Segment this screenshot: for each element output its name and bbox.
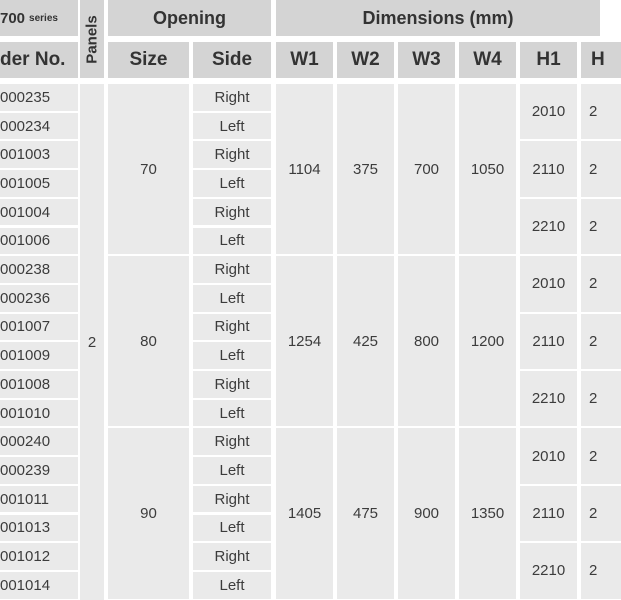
order-number-cell: 001014	[0, 572, 78, 599]
order-number-cell: 000234	[0, 113, 78, 140]
h1-cell: 2210	[520, 543, 577, 598]
series-header	[0, 0, 78, 36]
h2-partial-cell: 2	[581, 256, 621, 311]
h1-cell: 2110	[520, 314, 577, 369]
order-number-cell: 000239	[0, 457, 78, 484]
h2-partial-cell: 2	[581, 199, 621, 254]
side-cell: Right	[193, 141, 271, 168]
h1-cell: 2010	[520, 84, 577, 139]
w1-cell: 1104	[276, 84, 333, 254]
h1-cell: 2110	[520, 486, 577, 541]
h2-partial-cell: 2	[581, 371, 621, 426]
side-cell: Right	[193, 84, 271, 111]
side-cell: Left	[193, 285, 271, 312]
order-no-header: der No.	[0, 42, 78, 78]
side-cell: Left	[193, 228, 271, 255]
w1-cell: 1254	[276, 256, 333, 426]
w2-cell: 375	[337, 84, 394, 254]
side-cell: Left	[193, 170, 271, 197]
w1-header: W1	[276, 42, 333, 78]
side-cell: Left	[193, 342, 271, 369]
order-number-cell: 000236	[0, 285, 78, 312]
order-number-cell: 001003	[0, 141, 78, 168]
order-number-cell: 001004	[0, 199, 78, 226]
order-number-cell: 000240	[0, 428, 78, 455]
w2-header: W2	[337, 42, 394, 78]
side-cell: Right	[193, 428, 271, 455]
side-cell: Right	[193, 543, 271, 570]
side-cell: Left	[193, 515, 271, 542]
side-cell: Right	[193, 371, 271, 398]
order-number-cell: 001006	[0, 228, 78, 255]
w1-cell: 1405	[276, 428, 333, 598]
h1-cell: 2010	[520, 256, 577, 311]
size-header: Size	[108, 42, 189, 78]
side-cell: Right	[193, 486, 271, 513]
series-label: 700	[0, 9, 26, 27]
dimensions-header: Dimensions (mm)	[276, 0, 600, 36]
order-number-cell: 001007	[0, 314, 78, 341]
opening-header: Opening	[108, 0, 271, 36]
h1-cell: 2210	[520, 371, 577, 426]
side-cell: Right	[193, 256, 271, 283]
order-number-cell: 001011	[0, 486, 78, 513]
h1-header: H1	[520, 42, 577, 78]
h2-partial-cell: 2	[581, 428, 621, 483]
w3-cell: 900	[398, 428, 455, 598]
panels-label: Panels	[83, 14, 101, 64]
w4-cell: 1050	[459, 84, 516, 254]
w2-cell: 475	[337, 428, 394, 598]
w3-cell: 700	[398, 84, 455, 254]
order-number-cell: 001005	[0, 170, 78, 197]
order-number-cell: 001008	[0, 371, 78, 398]
side-cell: Right	[193, 314, 271, 341]
w4-cell: 1350	[459, 428, 516, 598]
h2-partial-cell: 2	[581, 84, 621, 139]
h2-partial-cell: 2	[581, 314, 621, 369]
order-number-cell: 001013	[0, 515, 78, 542]
order-number-cell: 000238	[0, 256, 78, 283]
h1-cell: 2010	[520, 428, 577, 483]
w3-header: W3	[398, 42, 455, 78]
h2-partial-cell: 2	[581, 141, 621, 196]
panels-header	[80, 0, 104, 78]
side-cell: Left	[193, 113, 271, 140]
h1-cell: 2110	[520, 141, 577, 196]
h2-header-partial: H	[581, 42, 621, 78]
side-cell: Left	[193, 572, 271, 599]
size-cell: 80	[108, 256, 189, 426]
h1-cell: 2210	[520, 199, 577, 254]
side-cell: Right	[193, 199, 271, 226]
w4-cell: 1200	[459, 256, 516, 426]
order-number-cell: 000235	[0, 84, 78, 111]
side-cell: Left	[193, 400, 271, 427]
panels-value-cell: 2	[80, 84, 104, 600]
order-number-cell: 001010	[0, 400, 78, 427]
w4-header: W4	[459, 42, 516, 78]
side-cell: Left	[193, 457, 271, 484]
order-number-cell: 001009	[0, 342, 78, 369]
w2-cell: 425	[337, 256, 394, 426]
h2-partial-cell: 2	[581, 543, 621, 598]
size-cell: 70	[108, 84, 189, 254]
h2-partial-cell: 2	[581, 486, 621, 541]
size-cell: 90	[108, 428, 189, 598]
side-header: Side	[193, 42, 271, 78]
series-suffix: series	[29, 12, 58, 24]
w3-cell: 800	[398, 256, 455, 426]
order-number-cell: 001012	[0, 543, 78, 570]
